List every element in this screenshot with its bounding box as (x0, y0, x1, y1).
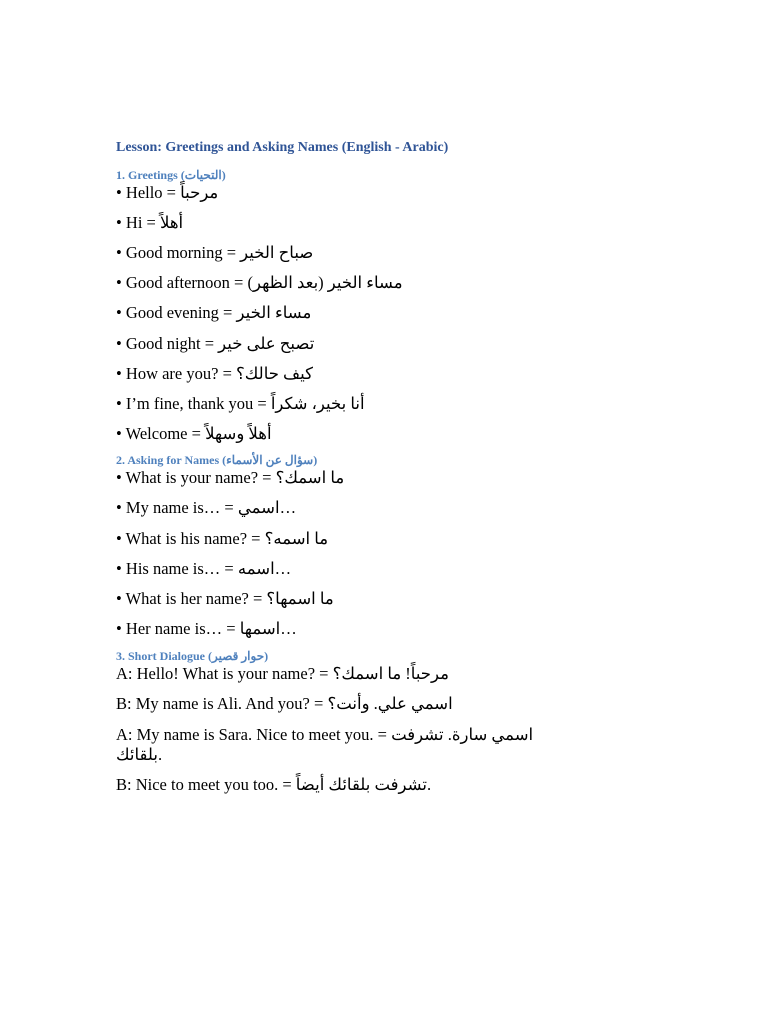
name-question-item: • Her name is… = اسمها… (116, 619, 297, 638)
dialogue-line: B: Nice to meet you too. = تشرفت بلقائك أيضاً. (116, 775, 432, 794)
greeting-item: • Good night = تصبح على خير (116, 334, 315, 353)
name-question-item: • What is his name? = ما اسمه؟ (116, 529, 329, 548)
section-heading-greetings: 1. Greetings (التحيات) (116, 168, 226, 182)
greeting-item: • Welcome = أهلاً وسهلاً (116, 424, 272, 443)
section-heading-dialogue: 3. Short Dialogue (حوار قصير) (116, 649, 269, 663)
name-question-item: • His name is… = اسمه… (116, 559, 292, 578)
dialogue-line: A: Hello! What is your name? = مرحباً! ما اسمك؟ (116, 664, 449, 683)
dialogue-line: A: My name is Sara. Nice to meet you. = اسمي سارة. تشرفت بلقائك. (116, 725, 534, 764)
section-heading-asking-names: 2. Asking for Names (سؤال عن الأسماء) (116, 453, 318, 467)
greeting-item: • Good afternoon = مساء الخير (بعد الظهر) (116, 273, 403, 292)
name-question-item: • What is her name? = ما اسمها؟ (116, 589, 334, 608)
greeting-item: • Hello = مرحباً (116, 183, 219, 202)
greeting-item: • I’m fine, thank you = أنا بخير، شكراً (116, 394, 365, 413)
greeting-item: • Good morning = صباح الخير (116, 243, 314, 262)
greeting-item: • Good evening = مساء الخير (116, 303, 312, 322)
dialogue-line: B: My name is Ali. And you? = اسمي علي. وأنت؟ (116, 694, 453, 713)
greeting-item: • How are you? = كيف حالك؟ (116, 364, 313, 383)
name-question-item: • My name is… = اسمي… (116, 498, 297, 517)
lesson-title: Lesson: Greetings and Asking Names (English - Arabic) (116, 140, 449, 155)
name-question-item: • What is your name? = ما اسمك؟ (116, 468, 345, 487)
greeting-item: • Hi = أهلاً (116, 213, 184, 232)
